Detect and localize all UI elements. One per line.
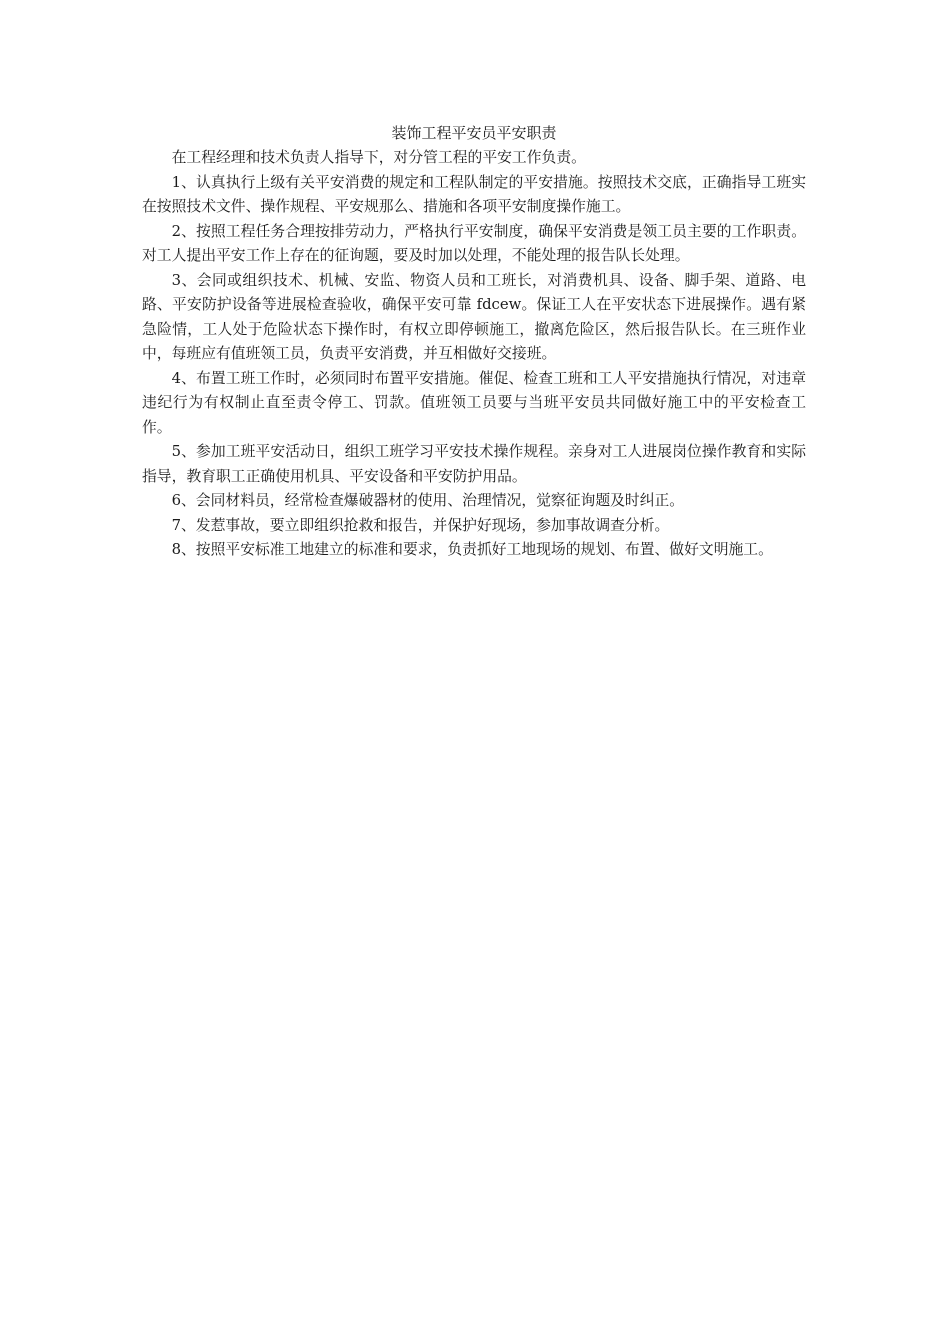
duty-item-2: 2、按照工程任务合理按排劳动力，严格执行平安制度，确保平安消费是领工员主要的工作职责。对工人提出平安工作上存在的征询题，要及时加以处理，不能处理的报告队长处理。 xyxy=(142,222,806,264)
duty-item-1: 1、认真执行上级有关平安消费的规定和工程队制定的平安措施。按照技术交底，正确指导工班实在按照技术文件、操作规程、平安规那么、措施和各项平安制度操作施工。 xyxy=(142,173,806,215)
document-title: 装饰工程平安员平安职责 xyxy=(391,124,557,142)
duty-item-7: 7、发惹事故，要立即组织抢救和报告，并保护好现场，参加事故调查分析。 xyxy=(171,516,670,534)
duty-item-5: 5、参加工班平安活动日，组织工班学习平安技术操作规程。亲身对工人进展岗位操作教育和实际指导，教育职工正确使用机具、平安设备和平安防护用品。 xyxy=(142,443,806,485)
document-page xyxy=(142,121,806,563)
duty-item-3: 3、会同或组织技术、机械、安监、物资人员和工班长，对消费机具、设备、脚手架、道路、电路、平安防护设备等进展检查验收，确保平安可靠 fdcew。保证工人在平安状态下进展操作。遇有紧急险情，工人处于危险状态下操作时，有权立即停顿施工，撤离危险区，然后报告队长。在三班作业中，每班应有值班领工员，负责平安消费，并互相做好交接班。 xyxy=(142,271,806,362)
duty-item-6: 6、会同材料员，经常检查爆破器材的使用、治理情况，觉察征询题及时纠正。 xyxy=(171,492,685,509)
duty-item-4: 4、布置工班工作时，必须同时布置平安措施。催促、检查工班和工人平安措施执行情况，对违章违纪行为有权制止直至责令停工、罚款。值班领工员要与当班平安员共同做好施工中的平安检查工作。 xyxy=(142,369,806,436)
intro-paragraph: 在工程经理和技术负责人指导下，对分管工程的平安工作负责。 xyxy=(171,149,586,166)
duty-item-8: 8、按照平安标准工地建立的标准和要求，负责抓好工地现场的规划、布置、做好文明施工。 xyxy=(171,541,773,558)
